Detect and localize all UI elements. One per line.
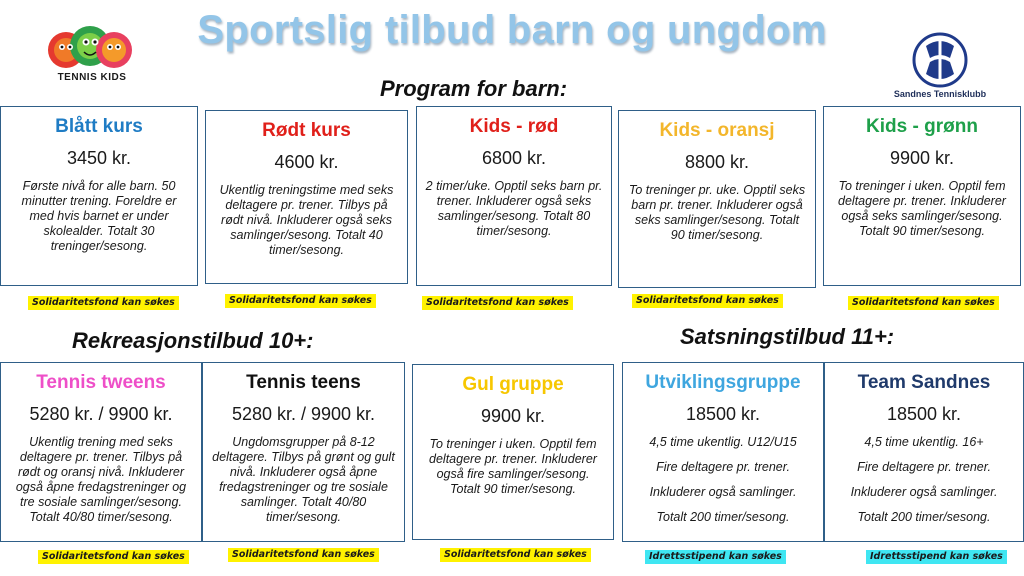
card-description: 2 timer/uke. Opptil seks barn pr. trener. Inkluderer også seks samlinger/sesong. Totalt 80 timer/sesong. bbox=[425, 179, 603, 238]
card-description: Ungdomsgrupper på 8-12 deltagere. Tilbys på grønt og gult nivå. Inkluderer også åpne fredagstreninger og tre sosiale samlinger. Totalt 40/80 timer/sesong. bbox=[212, 435, 395, 524]
card-rodt-kurs bbox=[205, 110, 408, 284]
card-price: 5280 kr. / 9900 kr. bbox=[29, 404, 173, 424]
card-description: Ukentlig trening med seks deltagere pr. trener. Tilbys på rødt og oransj nivå. Inkluderer også åpne fredagstreninger og tre sosiale samlinger/sesong. Totalt 40/80 timer/sesong. bbox=[15, 435, 187, 524]
card-price: 4600 kr. bbox=[274, 152, 339, 172]
card-title: Utviklingsgruppe bbox=[645, 372, 801, 393]
card-title: Tennis teens bbox=[246, 372, 361, 393]
card-description: Første nivå for alle barn. 50 minutter trening. Foreldre er med hvis barnet er under skolealder. Totalt 30 treninger/sesong. bbox=[21, 179, 177, 253]
card-kids-gronn bbox=[823, 106, 1021, 286]
card-price: 9900 kr. bbox=[889, 148, 955, 168]
solidaritetsfond-badge: Solidaritetsfond kan søkes bbox=[28, 296, 179, 310]
card-gul-gruppe bbox=[412, 364, 614, 540]
card-utviklingsgruppe bbox=[622, 362, 824, 542]
idrettsstipend-badge: Idrettsstipend kan søkes bbox=[645, 550, 786, 564]
card-description: To treninger i uken. Opptil fem deltagere pr. trener. Inkluderer også seks samlinger/sesong. Totalt 90 timer/sesong. bbox=[838, 179, 1006, 238]
solidaritetsfond-badge: Solidaritetsfond kan søkes bbox=[632, 294, 783, 308]
card-title: Kids - grønn bbox=[866, 116, 978, 137]
card-price: 8800 kr. bbox=[684, 152, 750, 172]
card-title: Gul gruppe bbox=[462, 374, 564, 395]
card-price: 18500 kr. bbox=[886, 404, 962, 424]
sandnes-tennisklubb-logo bbox=[880, 30, 1000, 106]
card-title: Rødt kurs bbox=[262, 120, 351, 141]
idrettsstipend-badge: Idrettsstipend kan søkes bbox=[866, 550, 1007, 564]
section-rekreasjonstilbud: Rekreasjonstilbud 10+: bbox=[72, 328, 314, 353]
solidaritetsfond-badge: Solidaritetsfond kan søkes bbox=[422, 296, 573, 310]
solidaritetsfond-badge: Solidaritetsfond kan søkes bbox=[228, 548, 379, 562]
card-price: 9900 kr. bbox=[480, 406, 546, 426]
card-tennis-teens bbox=[202, 362, 405, 542]
card-price: 3450 kr. bbox=[66, 148, 132, 168]
page-title: Sportslig tilbud barn og ungdom bbox=[197, 8, 827, 52]
card-description: To treninger pr. uke. Opptil seks barn pr. trener. Inkluderer også seks samlinger/sesong. Totalt 90 timer/sesong. bbox=[628, 183, 806, 242]
club-emblem-icon bbox=[880, 30, 1000, 88]
tennis-kids-logo-text: TENNIS KIDS bbox=[57, 72, 127, 83]
card-kids-rod bbox=[416, 106, 612, 286]
card-blatt-kurs bbox=[0, 106, 198, 286]
card-description: Ukentlig treningstime med seks deltagere pr. trener. Tilbys på rødt nivå. Inkluderer også seks samlinger/sesong. Totalt 40 timer/sesong. bbox=[219, 183, 394, 257]
card-kids-oransj bbox=[618, 110, 816, 288]
section-satsningstilbud: Satsningstilbud 11+: bbox=[680, 324, 895, 349]
solidaritetsfond-badge: Solidaritetsfond kan søkes bbox=[440, 548, 591, 562]
card-description: To treninger i uken. Opptil fem deltagere pr. trener. Inkluderer også fire samlinger/sesong. Totalt 90 timer/sesong. bbox=[429, 437, 597, 496]
card-price: 6800 kr. bbox=[481, 148, 547, 168]
card-description: 4,5 time ukentlig. 16+ Fire deltagere pr. trener. Inkluderer også samlinger. Totalt 200 timer/sesong. bbox=[850, 435, 998, 524]
card-title: Tennis tweens bbox=[36, 372, 166, 393]
tennis-kids-logo bbox=[40, 22, 140, 86]
card-title: Blått kurs bbox=[55, 116, 143, 137]
card-title: Kids - rød bbox=[469, 116, 559, 137]
section-program-for-barn: Program for barn: bbox=[380, 76, 568, 101]
tennis-kids-mascots-icon bbox=[40, 22, 140, 72]
card-title: Team Sandnes bbox=[857, 372, 991, 393]
solidaritetsfond-badge: Solidaritetsfond kan søkes bbox=[38, 550, 189, 564]
sandnes-tennisklubb-logo-text: Sandnes Tennisklubb bbox=[893, 89, 987, 99]
solidaritetsfond-badge: Solidaritetsfond kan søkes bbox=[225, 294, 376, 308]
solidaritetsfond-badge: Solidaritetsfond kan søkes bbox=[848, 296, 999, 310]
card-tennis-tweens bbox=[0, 362, 202, 542]
card-price: 5280 kr. / 9900 kr. bbox=[231, 404, 376, 424]
card-title: Kids - oransj bbox=[659, 120, 775, 141]
card-description: 4,5 time ukentlig. U12/U15 Fire deltagere pr. trener. Inkluderer også samlinger. Totalt 200 timer/sesong. bbox=[649, 435, 797, 524]
card-price: 18500 kr. bbox=[685, 404, 761, 424]
card-team-sandnes bbox=[824, 362, 1024, 542]
